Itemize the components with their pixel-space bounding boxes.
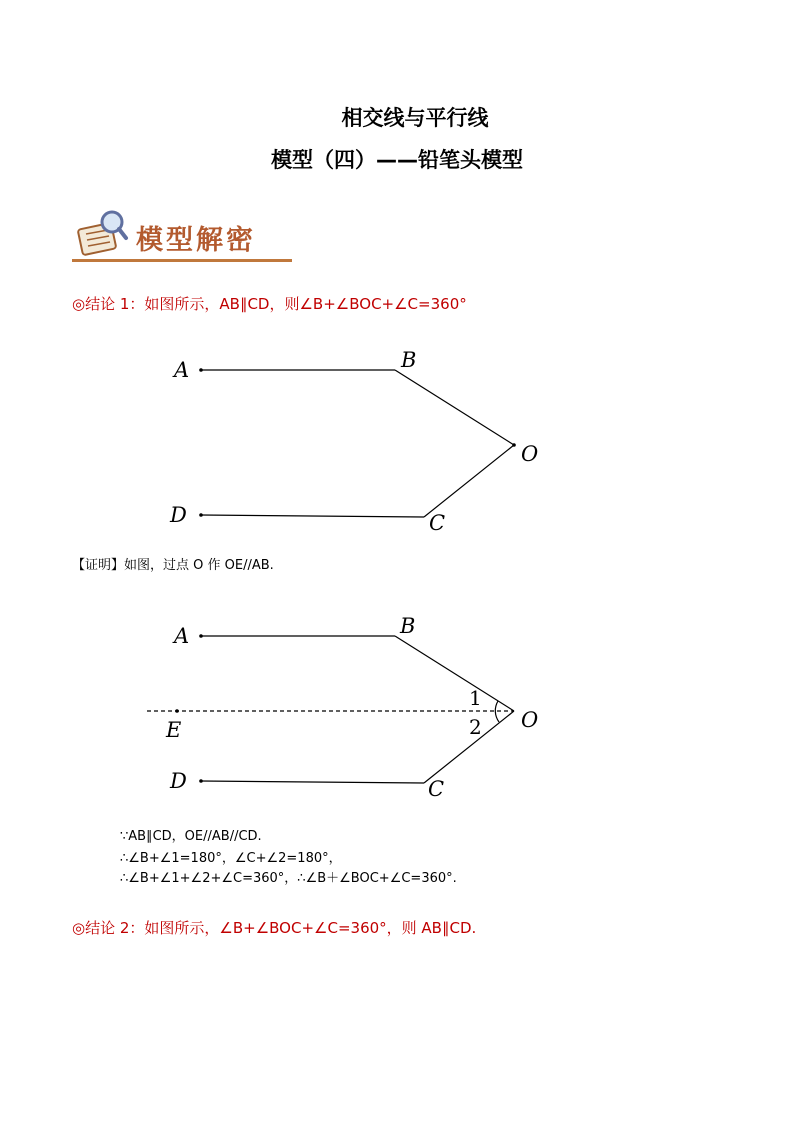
- figure-2: [0, 605, 794, 810]
- label-o: O: [521, 708, 539, 732]
- proof-step-1: ∵AB∥CD，OE//AB//CD.: [120, 829, 262, 844]
- conclusion-2-text: 如图所示，∠B+∠BOC+∠C=360°，则 AB∥CD.: [144, 919, 477, 937]
- label-c: C: [428, 777, 445, 801]
- conclusion-2-prefix: ◎结论 2：: [72, 919, 145, 937]
- conclusion-1-prefix: ◎结论 1：: [72, 295, 145, 313]
- banner-underline: [72, 259, 292, 262]
- label-b: B: [400, 614, 416, 638]
- angle-1-label: 1: [469, 686, 482, 710]
- label-a: A: [174, 624, 190, 648]
- proof-step-2: ∴∠B+∠1=180°，∠C+∠2=180°，: [120, 851, 342, 866]
- label-b: B: [401, 348, 417, 372]
- conclusion-2: [72, 917, 476, 938]
- angle-2-label: 2: [469, 715, 482, 739]
- label-e: E: [166, 718, 182, 742]
- proof-intro: 【证明】如图，过点 O 作 OE//AB.: [72, 558, 274, 573]
- figure-1: [0, 330, 794, 540]
- label-d: D: [170, 769, 187, 793]
- conclusion-1: [72, 293, 467, 314]
- proof-step-3: ∴∠B+∠1+∠2+∠C=360°，∴∠B＋∠BOC+∠C=360°.: [120, 871, 457, 886]
- label-o: O: [521, 442, 539, 466]
- label-c: C: [429, 511, 446, 535]
- page-subtitle: 模型（四）——铅笔头模型: [271, 148, 523, 172]
- label-a: A: [174, 358, 190, 382]
- magnifier-notebook-icon: [74, 208, 130, 258]
- section-banner: [72, 208, 292, 264]
- conclusion-1-text: 如图所示，AB∥CD，则∠B+∠BOC+∠C=360°: [144, 295, 467, 313]
- label-d: D: [170, 503, 187, 527]
- page-title: 相交线与平行线: [341, 106, 489, 130]
- banner-title: 模型解密: [136, 225, 256, 256]
